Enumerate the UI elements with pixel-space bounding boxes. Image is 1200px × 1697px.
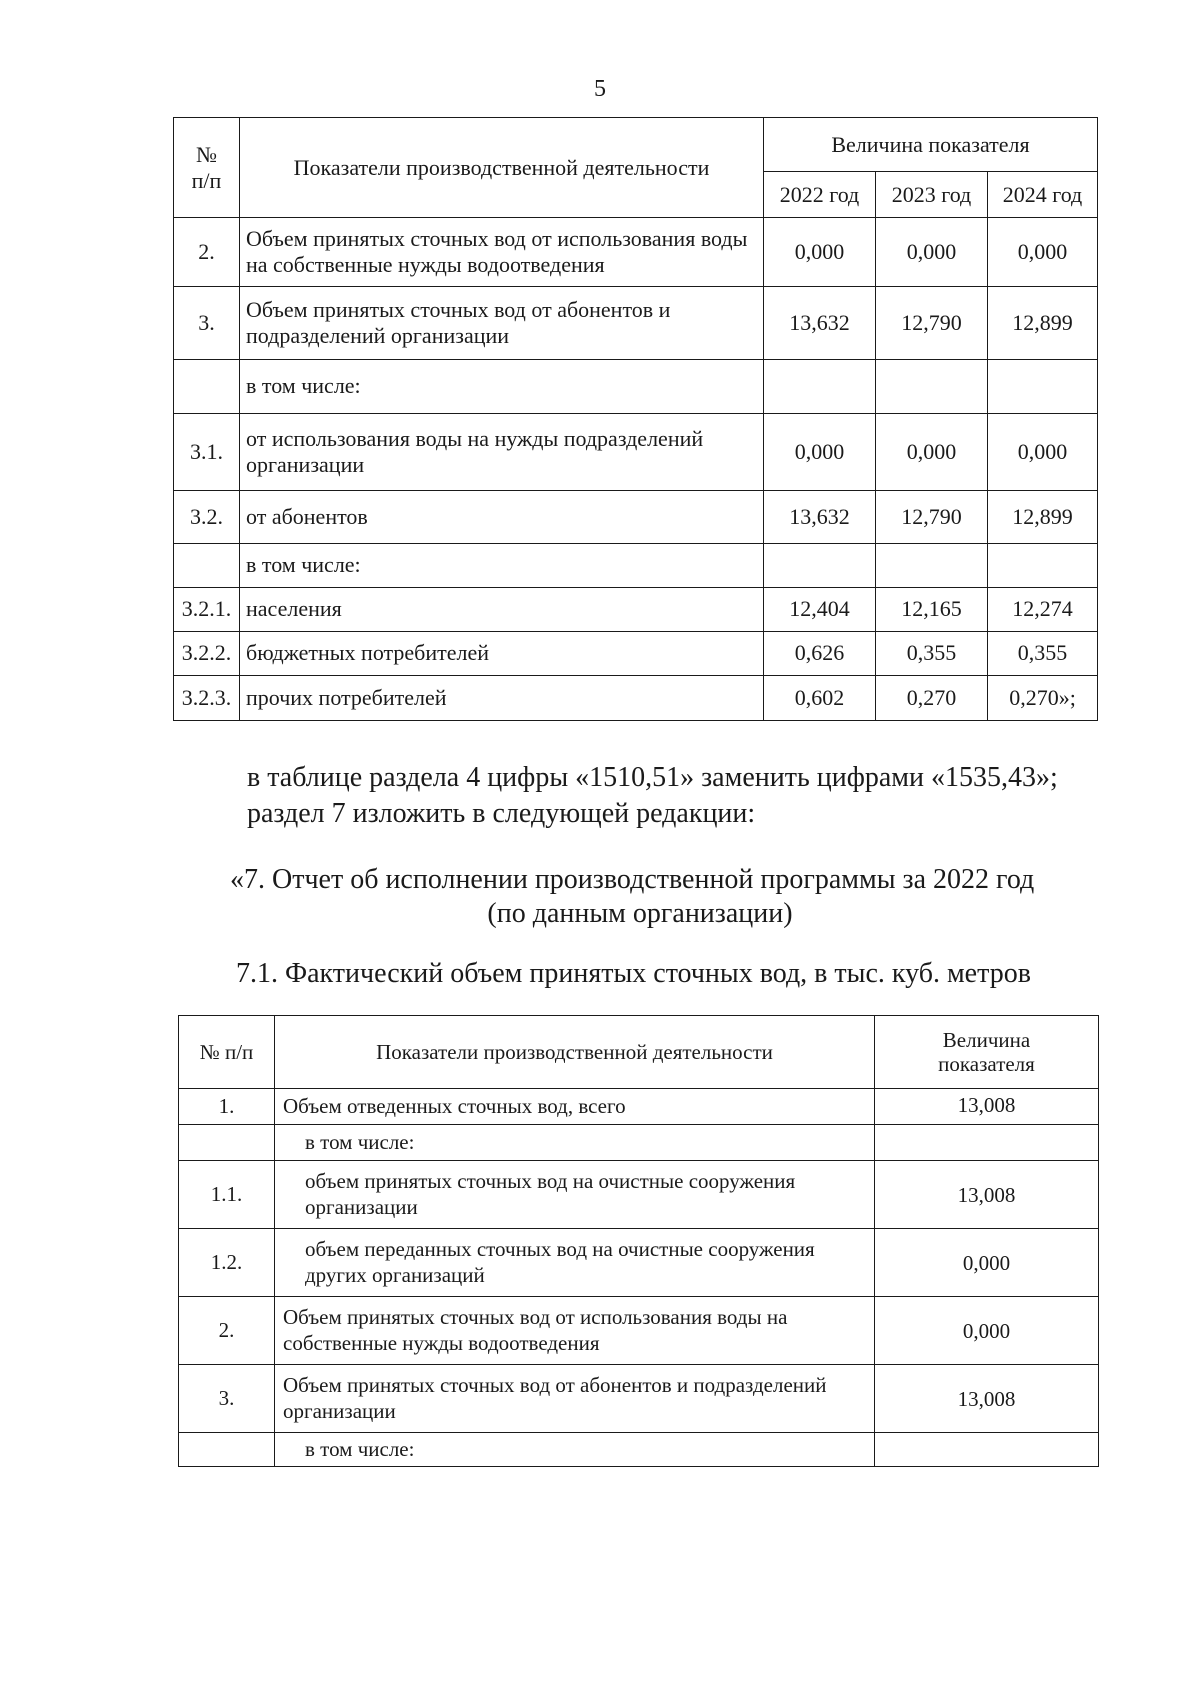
header-value: Величина показателя [875,1016,1099,1089]
row-indicator: бюджетных потребителей [240,632,764,676]
section-subtitle: (по данным организации) [487,898,793,929]
value-2024 [988,360,1098,414]
value-2022: 0,000 [764,218,876,287]
value-2023: 12,790 [876,287,988,360]
row-value: 13,008 [875,1365,1099,1433]
value-2024: 0,355 [988,632,1098,676]
row-num: 3. [174,287,240,360]
section-title: «7. Отчет об исполнении производственной программы за 2022 год [230,864,1035,895]
value-2023: 0,270 [876,676,988,721]
value-2024 [988,544,1098,588]
actual-volume-table [178,1015,1099,1467]
amendment-paragraph: раздел 7 изложить в следующей редакции: [247,798,756,829]
value-2023 [876,544,988,588]
table-row [174,360,1098,414]
subsection-title: 7.1. Фактический объем принятых сточных вод, в тыс. куб. метров [236,958,1031,989]
header-value-group: Величина показателя [764,118,1098,172]
row-value: 0,000 [875,1297,1099,1365]
row-indicator: от абонентов [240,491,764,544]
row-value: 0,000 [875,1229,1099,1297]
row-num: 3.2. [174,491,240,544]
value-2023: 0,355 [876,632,988,676]
value-2024: 12,274 [988,588,1098,632]
value-2024: 0,000 [988,414,1098,491]
value-2022: 0,000 [764,414,876,491]
header-indicator: Показатели производственной деятельности [275,1016,875,1089]
row-indicator: в том числе: [275,1125,875,1161]
row-indicator: в том числе: [240,360,764,414]
row-indicator: Объем отведенных сточных вод, всего [275,1089,875,1125]
production-indicators-table [173,117,1098,721]
header-year-2022: 2022 год [764,172,876,218]
row-num: 2. [174,218,240,287]
amendment-paragraph: в таблице раздела 4 цифры «1510,51» заменить цифрами «1535,43»; [247,762,1058,793]
row-value [875,1433,1099,1467]
row-indicator: в том числе: [275,1433,875,1467]
value-2022: 13,632 [764,287,876,360]
table-row [174,218,1098,287]
row-indicator: объем переданных сточных вод на очистные сооружения других организаций [275,1229,875,1297]
header-num: № п/п [174,118,240,218]
table-row [179,1365,1099,1433]
value-2023: 12,165 [876,588,988,632]
value-2022: 0,626 [764,632,876,676]
row-indicator: объем принятых сточных вод на очистные сооружения организации [275,1161,875,1229]
row-indicator: Объем принятых сточных вод от абонентов и подразделений организации [240,287,764,360]
row-indicator: от использования воды на нужды подразделений организации [240,414,764,491]
row-num [174,544,240,588]
value-2022 [764,544,876,588]
table-row [179,1433,1099,1467]
row-indicator: прочих потребителей [240,676,764,721]
value-2024: 12,899 [988,287,1098,360]
row-num: 3.2.1. [174,588,240,632]
value-2024: 12,899 [988,491,1098,544]
row-num [179,1433,275,1467]
row-value [875,1125,1099,1161]
value-2022: 12,404 [764,588,876,632]
row-num: 2. [179,1297,275,1365]
row-indicator: Объем принятых сточных вод от абонентов и подразделений организации [275,1365,875,1433]
table-row [179,1125,1099,1161]
value-2022: 0,602 [764,676,876,721]
value-2023: 0,000 [876,218,988,287]
header-year-2024: 2024 год [988,172,1098,218]
table-row [174,588,1098,632]
row-num: 3.2.3. [174,676,240,721]
table-row [174,632,1098,676]
row-value: 13,008 [875,1089,1099,1125]
table-row [179,1089,1099,1125]
table-row [174,544,1098,588]
value-2023: 0,000 [876,414,988,491]
header-year-2023: 2023 год [876,172,988,218]
row-indicator: населения [240,588,764,632]
row-indicator: Объем принятых сточных вод от использования воды на собственные нужды водоотведения [275,1297,875,1365]
header-indicator: Показатели производственной деятельности [240,118,764,218]
row-num: 3. [179,1365,275,1433]
table-row [179,1161,1099,1229]
value-2024: 0,000 [988,218,1098,287]
table-row [174,414,1098,491]
row-num [174,360,240,414]
row-num: 1.2. [179,1229,275,1297]
table-row [179,1229,1099,1297]
table-row [174,287,1098,360]
row-num: 3.1. [174,414,240,491]
row-indicator: Объем принятых сточных вод от использования воды на собственные нужды водоотведения [240,218,764,287]
value-2024: 0,270»; [988,676,1098,721]
row-value: 13,008 [875,1161,1099,1229]
value-2022 [764,360,876,414]
header-num: № п/п [179,1016,275,1089]
row-num [179,1125,275,1161]
row-indicator: в том числе: [240,544,764,588]
table-row [174,676,1098,721]
row-num: 3.2.2. [174,632,240,676]
value-2022: 13,632 [764,491,876,544]
row-num: 1. [179,1089,275,1125]
page-number: 5 [594,76,606,102]
value-2023: 12,790 [876,491,988,544]
table-row [179,1297,1099,1365]
table-row [174,491,1098,544]
value-2023 [876,360,988,414]
row-num: 1.1. [179,1161,275,1229]
